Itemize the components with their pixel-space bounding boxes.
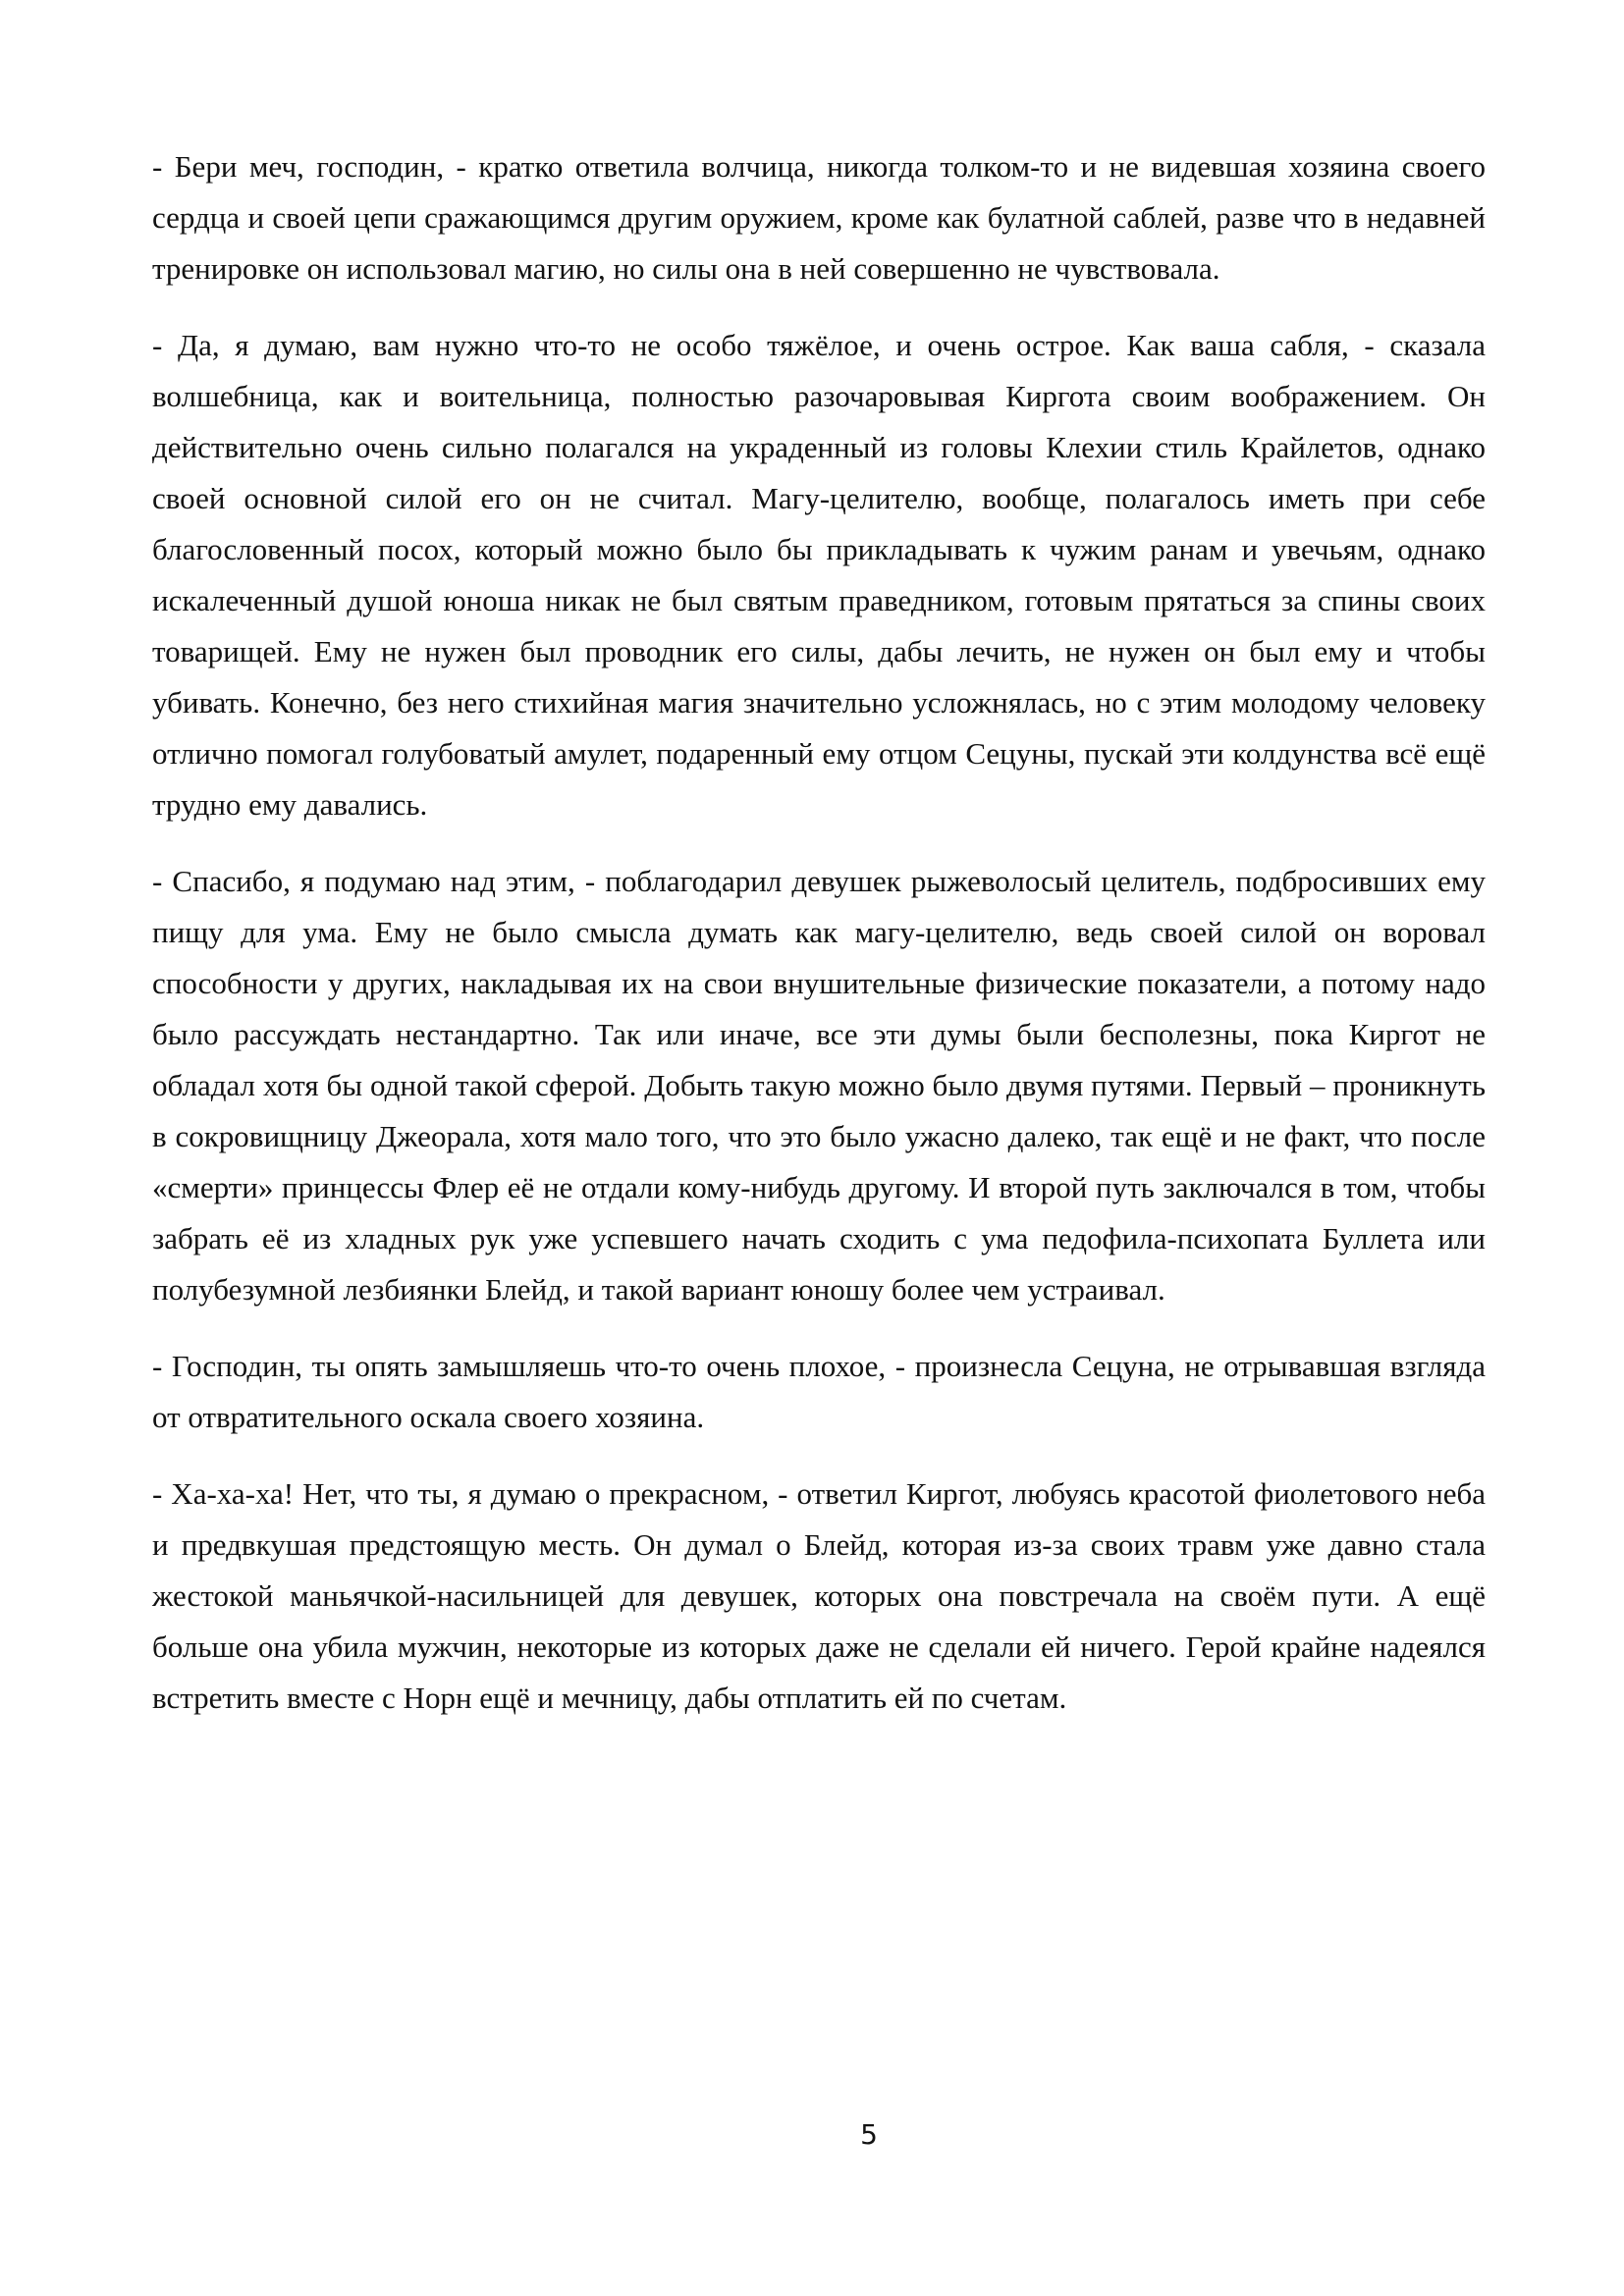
paragraph-5: - Ха-ха-ха! Нет, что ты, я думаю о прекрасном, - ответил Киргот, любуясь красотой фиолетового неба и предвкушая предстоящую месть. Он думал о Блейд, которая из-за своих травм уже давно стала жестокой маньячкой-насильницей для девушек, которых она повстречала на своём пути. А ещё больше она убила мужчин, некоторые из которых даже не сделали ей ничего. Герой крайне надеялся встретить вместе с Норн ещё и мечницу, дабы отплатить ей по счетам. bbox=[152, 1476, 1486, 1715]
paragraph-1: - Бери меч, господин, - кратко ответила волчица, никогда толком-то и не видевшая хозяина своего сердца и своей цепи сражающимся другим оружием, кроме как булатной саблей, разве что в недавней тренировке он использовал магию, но силы она в ней совершенно не чувствовала. bbox=[152, 149, 1486, 286]
paragraph-4: - Господин, ты опять замышляешь что-то очень плохое, - произнесла Сецуна, не отрывавшая взгляда от отвратительного оскала своего хозяина. bbox=[152, 1349, 1486, 1434]
paragraph-3: - Спасибо, я подумаю над этим, - поблагодарил девушек рыжеволосый целитель, подбросивших ему пищу для ума. Ему не было смысла думать как магу-целителю, ведь своей силой он воровал способности у других, накладывая их на свои внушительные физические показатели, а потому надо было рассуждать нестандартно. Так или иначе, все эти думы были бесполезны, пока Киргот не обладал хотя бы одной такой сферой. Добыть такую можно было двумя путями. Первый – проникнуть в сокровищницу Джеорала, хотя мало того, что это было ужасно далеко, так ещё и не факт, что после «смерти» принцессы Флер её не отдали кому-нибудь другому. И второй путь заключался в том, чтобы забрать её из хладных рук уже успевшего начать сходить с ума педофила-психопата Буллета или полубезумной лезбиянки Блейд, и такой вариант юношу более чем устраивал. bbox=[152, 864, 1486, 1307]
page-number: 5 bbox=[860, 2118, 878, 2151]
page-text-body bbox=[152, 141, 1486, 1749]
paragraph-2: - Да, я думаю, вам нужно что-то не особо тяжёлое, и очень острое. Как ваша сабля, - сказала волшебница, как и воительница, полностью разочаровывая Киргота своим воображением. Он действительно очень сильно полагался на украденный из головы Клехии стиль Крайлетов, однако своей основной силой его он не считал. Магу-целителю, вообще, полагалось иметь при себе благословенный посох, который можно было бы прикладывать к чужим ранам и увечьям, однако искалеченный душой юноша никак не был святым праведником, готовым прятаться за спины своих товарищей. Ему не нужен был проводник его силы, дабы лечить, не нужен он был ему и чтобы убивать. Конечно, без него стихийная магия значительно усложнялась, но с этим молодому человеку отлично помогал голубоватый амулет, подаренный ему отцом Сецуны, пускай эти колдунства всё ещё трудно ему давались. bbox=[152, 328, 1486, 822]
